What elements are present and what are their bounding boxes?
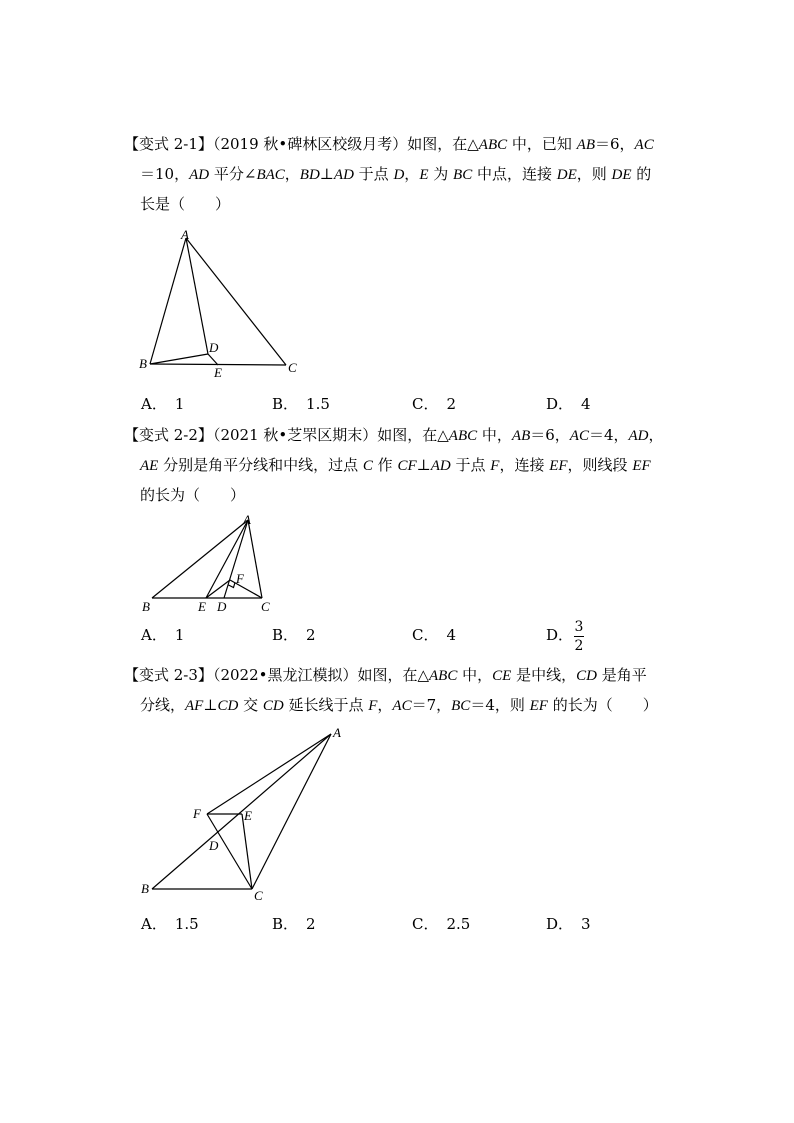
p2-tag: 【变式 2-2】 xyxy=(124,426,213,444)
p2-label-A: A xyxy=(243,512,251,527)
p3-tag: 【变式 2-3】 xyxy=(124,666,213,684)
p1-option-b[interactable]: B． 1.5 xyxy=(272,395,330,413)
p2-label-F: F xyxy=(236,571,244,586)
p1-line-1: 【变式 2-1】（2019 秋•碑林区校级月考）如图，在△ABC 中，已知 AB＝6，AC xyxy=(124,135,654,153)
p2-option-d[interactable]: D． xyxy=(546,626,574,644)
p1-seg-DE xyxy=(208,354,218,365)
p2-line-3: 的长为（ ） xyxy=(140,486,246,504)
p3-label-C: C xyxy=(254,888,263,903)
p2-option-c[interactable]: C． 4 xyxy=(412,626,457,644)
p3-option-d[interactable]: D． 3 xyxy=(546,915,591,933)
p3-line-2: 分线，AF⊥CD 交 CD 延长线于点 F，AC＝7，BC＝4，则 EF 的长为（ ） xyxy=(140,696,658,714)
p1-seg-AB xyxy=(150,238,186,364)
p3-option-b[interactable]: B． 2 xyxy=(272,915,316,933)
p2-source: （2021 秋•芝罘区期末） xyxy=(212,426,378,444)
p3-label-E: E xyxy=(244,808,252,823)
p3-option-a[interactable]: A． 1.5 xyxy=(141,915,199,933)
p1-seg-AD xyxy=(186,238,208,354)
p2-right-angle-mark xyxy=(229,583,236,588)
p3-source: （2022•黑龙江模拟） xyxy=(212,666,358,684)
p1-option-a[interactable]: A． 1 xyxy=(141,395,185,413)
p1-option-d[interactable]: D． 4 xyxy=(546,395,591,413)
p3-label-A: A xyxy=(333,725,341,740)
p2-option-a[interactable]: A． 1 xyxy=(141,626,185,644)
p1-figure xyxy=(136,226,306,386)
p2-figure xyxy=(138,510,288,620)
p1-label-C: C xyxy=(288,360,297,375)
p2-label-C: C xyxy=(261,599,270,614)
p2-fraction-bar xyxy=(574,636,584,637)
p1-option-c[interactable]: C． 2 xyxy=(412,395,457,413)
p2-fraction-numerator: 3 xyxy=(574,619,584,635)
p3-label-D: D xyxy=(209,838,219,853)
p1-tag: 【变式 2-1】 xyxy=(124,135,213,153)
p1-label-D: D xyxy=(209,340,219,355)
p1-seg-AC xyxy=(186,238,286,365)
p3-option-c[interactable]: C． 2.5 xyxy=(412,915,471,933)
p2-label-D: D xyxy=(217,599,227,614)
p2-option-b[interactable]: B． 2 xyxy=(272,626,316,644)
p2-fraction-denominator: 2 xyxy=(574,638,584,654)
p3-label-B: B xyxy=(141,881,149,896)
p2-line-2: AE 分别是角平分线和中线，过点 C 作 CF⊥AD 于点 F，连接 EF，则线段 EF xyxy=(140,456,651,474)
p3-label-F: F xyxy=(193,806,201,821)
p3-seg-AF xyxy=(207,734,331,814)
p3-seg-CE xyxy=(242,814,252,889)
p3-line-1: 【变式 2-3】（2022•黑龙江模拟）如图，在△ABC 中，CE 是中线，CD 是角平 xyxy=(124,666,647,684)
p1-seg-BD xyxy=(150,354,208,364)
p1-line-2: ＝10，AD 平分∠BAC，BD⊥AD 于点 D，E 为 BC 中点，连接 DE，则 DE 的 xyxy=(140,165,652,183)
p2-line-1: 【变式 2-2】（2021 秋•芝罘区期末）如图，在△ABC 中，AB＝6，AC＝4，AD， xyxy=(124,426,664,444)
p2-seg-AC xyxy=(248,520,262,598)
p3-figure xyxy=(138,724,358,909)
p1-label-E: E xyxy=(214,365,222,380)
p1-line-3: 长是（ ） xyxy=(140,195,231,213)
p1-source: （2019 秋•碑林区校级月考） xyxy=(212,135,408,153)
p3-seg-AC xyxy=(252,734,331,889)
p2-label-B: B xyxy=(142,599,150,614)
p1-label-A: A xyxy=(181,227,189,242)
p3-seg-AB xyxy=(152,734,331,889)
p2-option-d-fraction xyxy=(574,619,584,654)
p1-label-B: B xyxy=(139,356,147,371)
p2-label-E: E xyxy=(198,599,206,614)
